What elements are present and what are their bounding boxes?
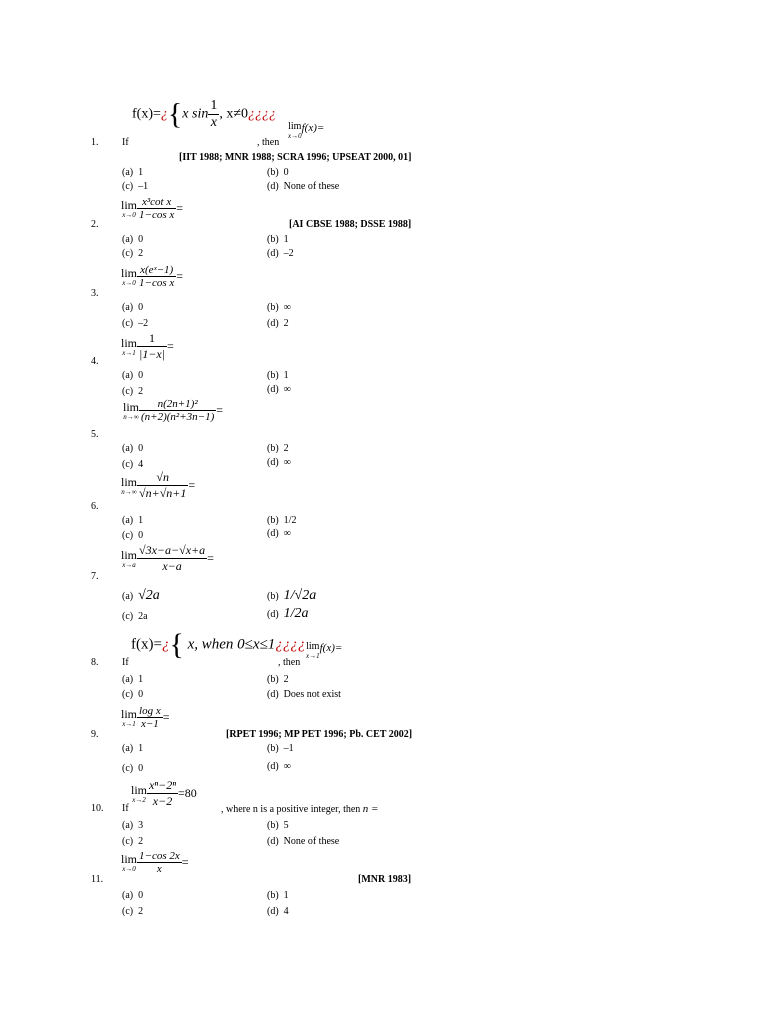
option-label: (c) — [122, 611, 134, 622]
option-label: (c) — [122, 763, 134, 774]
limit-expression — [121, 543, 214, 574]
equals-sign: = — [216, 403, 224, 417]
option-value: 1/2 — [283, 515, 297, 526]
exam-source: [AI CBSE 1988; DSSE 1988] — [289, 219, 412, 230]
option-a — [122, 515, 143, 526]
option-a — [122, 820, 143, 831]
limit-word: lim — [121, 706, 138, 721]
limit-word: lim — [131, 782, 148, 797]
option-label: (a) — [122, 370, 134, 381]
option-c — [122, 459, 143, 470]
option-b — [267, 370, 289, 381]
limit-subscript: x→0 — [122, 278, 136, 287]
question-tail — [221, 803, 378, 815]
option-value: 1 — [283, 890, 289, 901]
option-value: 0 — [138, 370, 144, 381]
fraction — [208, 98, 219, 131]
question-number: 1. — [91, 137, 99, 148]
option-value: 0 — [138, 443, 144, 454]
option-b — [267, 674, 289, 685]
option-value: –1 — [138, 181, 149, 192]
limit-operator — [121, 337, 137, 357]
limit-expression — [121, 331, 174, 362]
function-marker: ¿ — [161, 636, 170, 653]
tail-variable: n = — [362, 803, 379, 815]
option-label: (b) — [267, 515, 279, 526]
option-value: √2a — [138, 588, 160, 603]
option-value: ∞ — [283, 457, 291, 468]
limit-word: lim — [121, 335, 138, 350]
option-value: 2 — [283, 674, 289, 685]
option-label: (b) — [267, 890, 279, 901]
option-value: –2 — [283, 248, 294, 259]
option-label: (d) — [267, 689, 279, 700]
option-value: 1 — [283, 234, 289, 245]
limit-word: lim — [121, 197, 138, 212]
equals-sign: = — [167, 339, 174, 353]
limit-word: lim — [121, 265, 138, 280]
limit-subscript: x→1 — [306, 652, 320, 661]
function-definition — [131, 630, 305, 660]
fraction-numerator: n(2n+1)² — [157, 398, 198, 410]
fraction-numerator: x(eˣ−1) — [140, 264, 174, 276]
option-label: (b) — [267, 820, 279, 831]
fraction-denominator: |1−x| — [139, 347, 166, 361]
option-d — [267, 528, 291, 539]
option-label: (a) — [122, 820, 134, 831]
limit-body: f(x)= — [301, 122, 325, 134]
equals-sign: = — [176, 201, 184, 215]
option-label: (c) — [122, 459, 134, 470]
option-label: (b) — [267, 674, 279, 685]
option-value: ∞ — [283, 302, 291, 313]
function-definition — [132, 98, 276, 131]
option-c — [122, 763, 143, 774]
fraction-numerator: x³cot x — [141, 196, 172, 208]
option-c — [122, 386, 143, 397]
fraction — [137, 331, 167, 362]
option-value: 0 — [138, 763, 144, 774]
then-text: , then — [257, 137, 280, 148]
fraction-numerator: 1 — [149, 331, 156, 345]
limit-operator — [121, 199, 137, 219]
option-value: Does not exist — [283, 689, 341, 700]
option-a — [122, 674, 143, 685]
question-number: 11. — [91, 874, 104, 885]
option-value: 1 — [283, 370, 289, 381]
option-value: 4 — [138, 459, 144, 470]
option-value: ∞ — [283, 384, 291, 395]
limit-expression — [123, 398, 223, 423]
option-label: (a) — [122, 302, 134, 313]
option-label: (d) — [267, 906, 279, 917]
option-d — [267, 384, 291, 395]
function-artifact: ¿¿¿¿ — [275, 636, 306, 653]
limit-operator — [123, 401, 139, 421]
limit-word: lim — [123, 399, 140, 414]
option-c — [122, 906, 143, 917]
option-value: 0 — [138, 302, 144, 313]
option-c — [122, 530, 143, 541]
limit-operator — [306, 642, 320, 660]
fraction-numerator: 1−cos 2x — [139, 850, 180, 862]
option-label: (d) — [267, 181, 279, 192]
equals-sign: = — [176, 269, 184, 283]
question-number: 2. — [91, 219, 99, 230]
limit-body: f(x)= — [319, 642, 343, 654]
option-d — [267, 181, 339, 192]
fraction-denominator: (n+2)(n²+3n−1) — [141, 411, 215, 423]
fraction-denominator: x−1 — [137, 717, 163, 730]
question-lead: If — [122, 657, 129, 668]
function-lhs: f(x)= — [132, 106, 161, 122]
limit-subscript: x→0 — [288, 132, 302, 141]
option-label: (d) — [267, 528, 279, 539]
left-brace: { — [169, 628, 184, 661]
option-label: (b) — [267, 167, 279, 178]
option-d — [267, 457, 291, 468]
option-value: 2 — [138, 836, 144, 847]
fraction — [137, 196, 176, 221]
option-value: 2 — [283, 318, 289, 329]
limit-subscript: x→0 — [122, 864, 136, 873]
option-d — [267, 836, 339, 847]
option-label: (a) — [122, 443, 134, 454]
limit-operator — [121, 476, 137, 496]
limit-operator — [121, 853, 137, 873]
option-label: (d) — [267, 248, 279, 259]
option-value: 1 — [138, 515, 144, 526]
option-value: 1 — [138, 167, 144, 178]
option-b — [267, 443, 289, 454]
question-number: 6. — [91, 501, 99, 512]
option-c — [122, 318, 148, 329]
limit-operator — [121, 549, 137, 569]
option-c — [122, 689, 143, 700]
option-a — [122, 890, 143, 901]
option-value: 2 — [138, 386, 144, 397]
equals-sign: = — [162, 710, 170, 724]
question-number: 3. — [91, 288, 99, 299]
limit-operator — [121, 708, 137, 728]
option-b — [267, 302, 291, 313]
exam-source: [MNR 1983] — [358, 874, 412, 885]
question-number: 5. — [91, 429, 99, 440]
option-value: 2a — [138, 611, 148, 622]
option-label: (d) — [267, 457, 279, 468]
limit-expression — [121, 705, 170, 730]
option-label: (a) — [122, 234, 134, 245]
option-label: (a) — [122, 515, 134, 526]
limit-subscript: x→0 — [122, 210, 136, 219]
fraction-denominator: x — [137, 862, 182, 875]
limit-word: lim — [121, 851, 138, 866]
option-label: (d) — [267, 609, 279, 620]
option-c — [122, 611, 148, 622]
question-number: 10. — [91, 803, 104, 814]
option-value: None of these — [283, 181, 340, 192]
option-b — [267, 515, 296, 526]
equals-sign: = — [207, 551, 214, 565]
option-value: 0 — [138, 890, 144, 901]
question-number: 8. — [91, 657, 99, 668]
limit-subscript: x→1 — [122, 348, 136, 357]
option-c — [122, 181, 148, 192]
function-condition: , x≠0 — [219, 106, 249, 122]
limit-subscript: n→∞ — [123, 412, 139, 421]
option-label: (b) — [267, 302, 279, 313]
option-label: (c) — [122, 906, 134, 917]
question-number: 7. — [91, 571, 99, 582]
limit-expression — [306, 642, 342, 660]
question-lead: If — [122, 137, 129, 148]
limit-subscript: x→1 — [122, 719, 136, 728]
option-label: (d) — [267, 761, 279, 772]
option-label: (a) — [122, 890, 134, 901]
fraction — [137, 705, 163, 730]
option-label: (b) — [267, 443, 279, 454]
option-label: (b) — [267, 234, 279, 245]
limit-expression — [121, 850, 189, 875]
fraction-denominator: x−a — [137, 558, 207, 574]
option-value: 2 — [138, 906, 144, 917]
fraction — [137, 264, 176, 289]
option-value: 3 — [138, 820, 144, 831]
option-d — [267, 606, 309, 622]
function-body: x sin — [182, 106, 209, 122]
fraction-numerator: √n — [156, 470, 169, 484]
function-marker: ¿ — [160, 106, 168, 122]
option-b — [267, 890, 289, 901]
fraction-denominator: x — [208, 114, 219, 131]
option-b — [267, 234, 289, 245]
fraction — [139, 398, 216, 423]
option-b — [267, 588, 316, 604]
function-lhs: f(x)= — [131, 636, 162, 653]
left-brace: { — [167, 97, 183, 131]
option-label: (b) — [267, 743, 279, 754]
fraction-numerator: √3x−a−√x+a — [139, 543, 206, 557]
question-number: 4. — [91, 356, 99, 367]
option-a — [122, 370, 143, 381]
option-b — [267, 820, 289, 831]
option-value: 1/2a — [283, 606, 309, 621]
limit-expression — [121, 470, 195, 501]
limit-expression — [121, 264, 183, 289]
question-number: 9. — [91, 729, 99, 740]
fraction-denominator: 1−cos x — [139, 277, 175, 289]
fraction-numerator: log x — [139, 705, 161, 717]
option-d — [267, 761, 291, 772]
fraction — [137, 543, 207, 574]
equals-value: =80 — [178, 786, 197, 800]
option-d — [267, 248, 294, 259]
exam-source: [IIT 1988; MNR 1988; SCRA 1996; UPSEAT 2000, 01] — [179, 152, 412, 163]
limit-operator — [131, 784, 147, 804]
option-value: None of these — [283, 836, 340, 847]
option-a — [122, 443, 143, 454]
option-d — [267, 906, 289, 917]
option-value: ∞ — [283, 528, 291, 539]
option-label: (c) — [122, 386, 134, 397]
fraction-numerator: 1 — [210, 98, 218, 113]
limit-subscript: x→2 — [132, 795, 146, 804]
question-lead: If — [122, 803, 129, 814]
limit-subscript: x→a — [122, 560, 136, 569]
tail-text: , where n is a positive integer, then — [221, 804, 361, 815]
function-artifact: ¿¿¿¿ — [248, 106, 277, 122]
option-label: (a) — [122, 591, 134, 602]
option-value: 0 — [138, 530, 144, 541]
limit-expression — [131, 778, 197, 809]
exam-source: [RPET 1996; MP PET 1996; Pb. CET 2002] — [226, 729, 413, 740]
option-value: 0 — [138, 689, 144, 700]
fraction — [137, 470, 188, 501]
option-label: (b) — [267, 591, 279, 602]
limit-expression — [288, 122, 324, 140]
option-value: 2 — [138, 248, 144, 259]
limit-operator — [121, 267, 137, 287]
limit-word: lim — [306, 641, 320, 653]
then-text: , then — [278, 657, 301, 668]
option-c — [122, 248, 143, 259]
limit-expression — [121, 196, 183, 221]
option-value: –1 — [283, 743, 294, 754]
option-b — [267, 167, 289, 178]
fraction-denominator: x−2 — [147, 793, 178, 809]
option-value: 1/√2a — [283, 588, 317, 603]
fraction — [147, 778, 178, 809]
fraction-denominator: 1−cos x — [139, 209, 175, 221]
fraction-denominator: √n+√n+1 — [139, 486, 187, 500]
option-label: (b) — [267, 370, 279, 381]
equals-sign: = — [188, 478, 196, 492]
option-d — [267, 318, 289, 329]
equals-sign: = — [181, 855, 189, 869]
option-label: (c) — [122, 248, 134, 259]
option-label: (d) — [267, 836, 279, 847]
option-label: (c) — [122, 689, 134, 700]
option-label: (a) — [122, 674, 134, 685]
option-label: (c) — [122, 836, 134, 847]
option-value: 5 — [283, 820, 289, 831]
option-label: (a) — [122, 167, 134, 178]
option-value: 4 — [283, 906, 289, 917]
option-c — [122, 836, 143, 847]
option-a — [122, 302, 143, 313]
fraction-numerator: xⁿ−2ⁿ — [149, 778, 176, 792]
limit-subscript: n→∞ — [121, 487, 137, 496]
option-b — [267, 743, 294, 754]
option-value: 0 — [283, 167, 289, 178]
option-label: (a) — [122, 743, 134, 754]
option-value: 2 — [283, 443, 289, 454]
limit-word: lim — [288, 121, 302, 133]
option-a — [122, 743, 143, 754]
option-value: 1 — [138, 743, 144, 754]
option-a — [122, 167, 143, 178]
fraction — [137, 850, 182, 875]
limit-word: lim — [121, 474, 138, 489]
option-value: 0 — [138, 234, 144, 245]
option-label: (c) — [122, 318, 134, 329]
option-a — [122, 234, 143, 245]
limit-word: lim — [121, 547, 138, 562]
option-value: –2 — [138, 318, 149, 329]
function-body: x, when 0≤x≤1 — [187, 636, 276, 653]
option-a — [122, 588, 160, 604]
option-value: ∞ — [283, 761, 291, 772]
option-label: (c) — [122, 181, 134, 192]
option-label: (d) — [267, 318, 279, 329]
option-d — [267, 689, 341, 700]
option-value: 1 — [138, 674, 144, 685]
option-label: (d) — [267, 384, 279, 395]
option-label: (c) — [122, 530, 134, 541]
limit-operator — [288, 122, 302, 140]
